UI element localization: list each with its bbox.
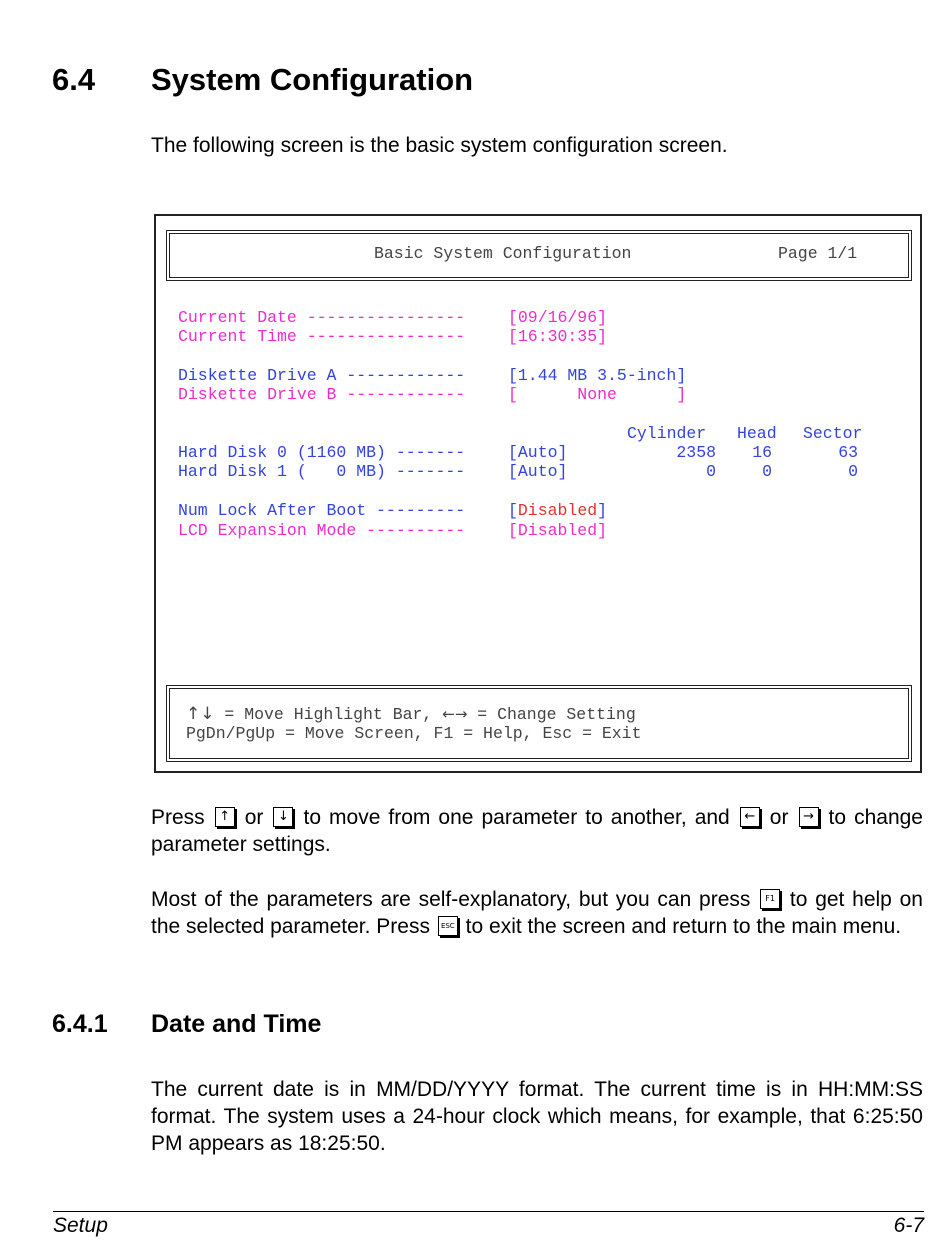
- current-time-value[interactable]: [16:30:35]: [508, 327, 608, 346]
- footer-left: Setup: [53, 1214, 108, 1237]
- right-arrow-key-icon: →: [799, 807, 819, 827]
- help-line-1-text-a: = Move Highlight Bar,: [214, 705, 443, 724]
- p1-text-a: Press: [151, 806, 205, 829]
- date-time-paragraph: The current date is in MM/DD/YYYY format. The current time is in HH:MM:SS format. The system uses a 24-hour clock which means, for example, that 6:25:50 PM appears as 18:25:50.: [151, 1078, 923, 1155]
- p1-or-1: or: [244, 806, 264, 829]
- hard-disk-0-head: 16: [752, 443, 772, 462]
- help-line-1: [186, 704, 636, 724]
- screen-header-page: Page 1/1: [778, 244, 858, 263]
- lcd-expansion-label: LCD Expansion Mode ----------: [178, 521, 466, 540]
- p2-text-a: Most of the parameters are self-explanatory, but you can press: [151, 888, 751, 911]
- hard-disk-1-head: 0: [762, 462, 772, 481]
- lcd-expansion-value[interactable]: [Disabled]: [508, 521, 608, 540]
- p1-or-2: or: [769, 806, 789, 829]
- num-lock-bracket-open: [: [508, 501, 518, 520]
- hard-disk-0-sector: 63: [838, 443, 858, 462]
- up-down-arrows-icon: ↑↓: [186, 704, 215, 724]
- help-line-2: PgDn/PgUp = Move Screen, F1 = Help, Esc = Exit: [186, 724, 642, 743]
- left-right-arrows-icon: ←→: [442, 705, 468, 723]
- subsection-title: Date and Time: [151, 1010, 322, 1038]
- cylinder-header: Cylinder: [627, 424, 707, 443]
- diskette-drive-a-label: Diskette Drive A ------------: [178, 366, 466, 385]
- screen-header-title: Basic System Configuration: [374, 244, 632, 263]
- left-arrow-key-icon: ←: [740, 807, 760, 827]
- head-header: Head: [737, 424, 777, 443]
- num-lock-value[interactable]: [508, 501, 607, 520]
- num-lock-bracket-close: ]: [597, 501, 608, 520]
- diskette-drive-b-label: Diskette Drive B ------------: [178, 385, 466, 404]
- down-arrow-key-icon: ↓: [273, 807, 293, 827]
- diskette-drive-a-value[interactable]: [1.44 MB 3.5-inch]: [508, 366, 687, 385]
- section-number: 6.4: [52, 62, 96, 97]
- diskette-drive-b-value[interactable]: [ None ]: [508, 385, 687, 404]
- subsection-number: 6.4.1: [52, 1010, 108, 1038]
- footer-page-number: 6-7: [893, 1214, 924, 1237]
- hard-disk-1-label: Hard Disk 1 ( 0 MB) -------: [178, 462, 466, 481]
- current-date-value[interactable]: [09/16/96]: [508, 308, 608, 327]
- hard-disk-1-cylinder: 0: [706, 462, 716, 481]
- current-time-label: Current Time ----------------: [178, 327, 466, 346]
- p2-text-b: to get help on the selected parameter. Press: [151, 888, 923, 938]
- hard-disk-1-value[interactable]: [Auto]: [508, 462, 568, 481]
- footer-rule: [53, 1211, 924, 1212]
- help-paragraph: [151, 886, 923, 940]
- sector-header: Sector: [803, 424, 863, 443]
- hard-disk-0-value[interactable]: [Auto]: [508, 443, 568, 462]
- p1-text-c: to change parameter settings.: [151, 806, 923, 856]
- p1-text-b: to move from one parameter to another, and: [303, 806, 730, 829]
- intro-paragraph: The following screen is the basic system configuration screen.: [151, 134, 728, 157]
- f1-key-icon: F1: [760, 889, 780, 909]
- num-lock-label: Num Lock After Boot ---------: [178, 501, 466, 520]
- hard-disk-0-cylinder: 2358: [676, 443, 716, 462]
- hard-disk-0-label: Hard Disk 0 (1160 MB) -------: [178, 443, 466, 462]
- current-date-label: Current Date ----------------: [178, 308, 466, 327]
- help-line-1-text-b: = Change Setting: [467, 705, 636, 724]
- section-title: System Configuration: [151, 62, 474, 97]
- navigation-paragraph: [151, 804, 923, 858]
- hard-disk-1-sector: 0: [848, 462, 858, 481]
- p2-text-c: to exit the screen and return to the main menu.: [465, 915, 902, 938]
- esc-key-icon: ESC: [438, 916, 458, 936]
- up-arrow-key-icon: ↑: [215, 807, 235, 827]
- num-lock-setting: Disabled: [517, 501, 598, 520]
